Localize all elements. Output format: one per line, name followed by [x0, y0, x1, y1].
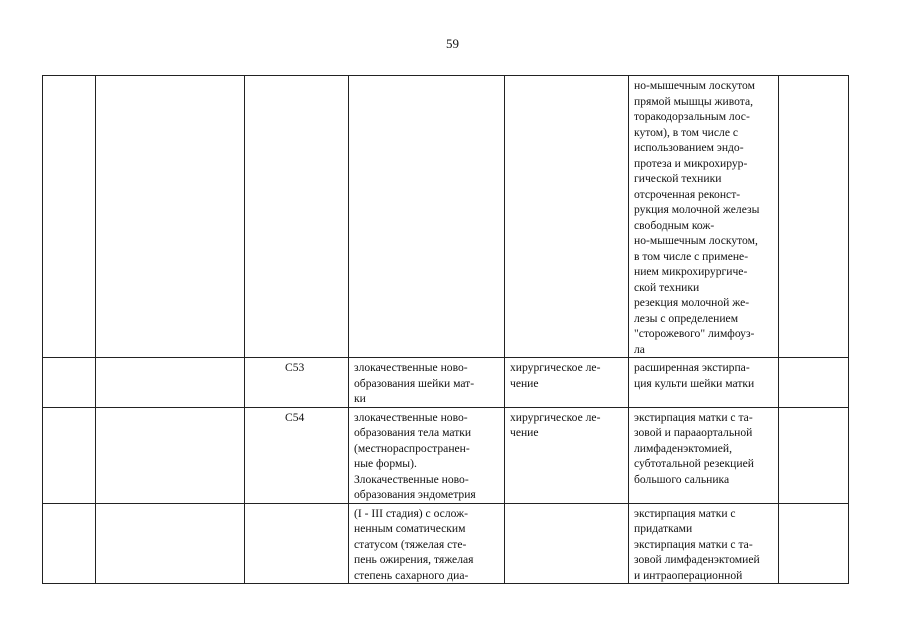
icd-code-cell — [245, 503, 349, 584]
treatment-type-cell: хирургическое ле- чение — [505, 407, 629, 503]
page-number: 59 — [446, 36, 459, 51]
care-type-cell — [96, 358, 245, 408]
care-type-cell — [96, 503, 245, 584]
icd-code-cell: C53 — [245, 358, 349, 408]
cost-cell — [779, 503, 849, 584]
table-row — [43, 503, 849, 584]
treatment-method-cell: но-мышечным лоскутом прямой мышцы живота, торакодорзальным лос- кутом), в том числе с использованием эндо- протеза и микрохирур- гической техники отсроченная реконст- рукция молочной железы свободным кож- но-мышечным лоскутом, в том числе с примене- нием микрохирургиче- ской техники резекция молочной же- лезы с определением "сторожевого" лимфоуз- ла — [629, 76, 779, 358]
treatment-method-cell: расширенная экстирпа- ция культи шейки матки — [629, 358, 779, 408]
diagnosis-cell: (I - III стадия) с ослож- ненным соматическим статусом (тяжелая сте- пень ожирения, тяжелая степень сахарного диа- — [349, 503, 505, 584]
treatment-type-cell — [505, 76, 629, 358]
cost-cell — [779, 407, 849, 503]
table-row — [43, 76, 849, 358]
row-number-cell — [43, 76, 96, 358]
row-number-cell — [43, 503, 96, 584]
treatment-method-cell: экстирпация матки с придатками экстирпация матки с та- зовой лимфаденэктомией и интраоперационной — [629, 503, 779, 584]
medical-care-table — [42, 75, 849, 584]
cost-cell — [779, 76, 849, 358]
icd-code-cell — [245, 76, 349, 358]
treatment-type-cell: хирургическое ле- чение — [505, 358, 629, 408]
icd-code-cell: C54 — [245, 407, 349, 503]
row-number-cell — [43, 407, 96, 503]
treatment-type-cell — [505, 503, 629, 584]
diagnosis-cell: злокачественные ново- образования тела матки (местнораспространен- ные формы). Злокачественные ново- образования эндометрия — [349, 407, 505, 503]
treatment-method-cell: экстирпация матки с та- зовой и парааортальной лимфаденэктомией, субтотальной резекцией большого сальника — [629, 407, 779, 503]
diagnosis-cell: злокачественные ново- образования шейки мат- ки — [349, 358, 505, 408]
diagnosis-cell — [349, 76, 505, 358]
care-type-cell — [96, 407, 245, 503]
table-row — [43, 407, 849, 503]
care-type-cell — [96, 76, 245, 358]
row-number-cell — [43, 358, 96, 408]
table-row — [43, 358, 849, 408]
cost-cell — [779, 358, 849, 408]
